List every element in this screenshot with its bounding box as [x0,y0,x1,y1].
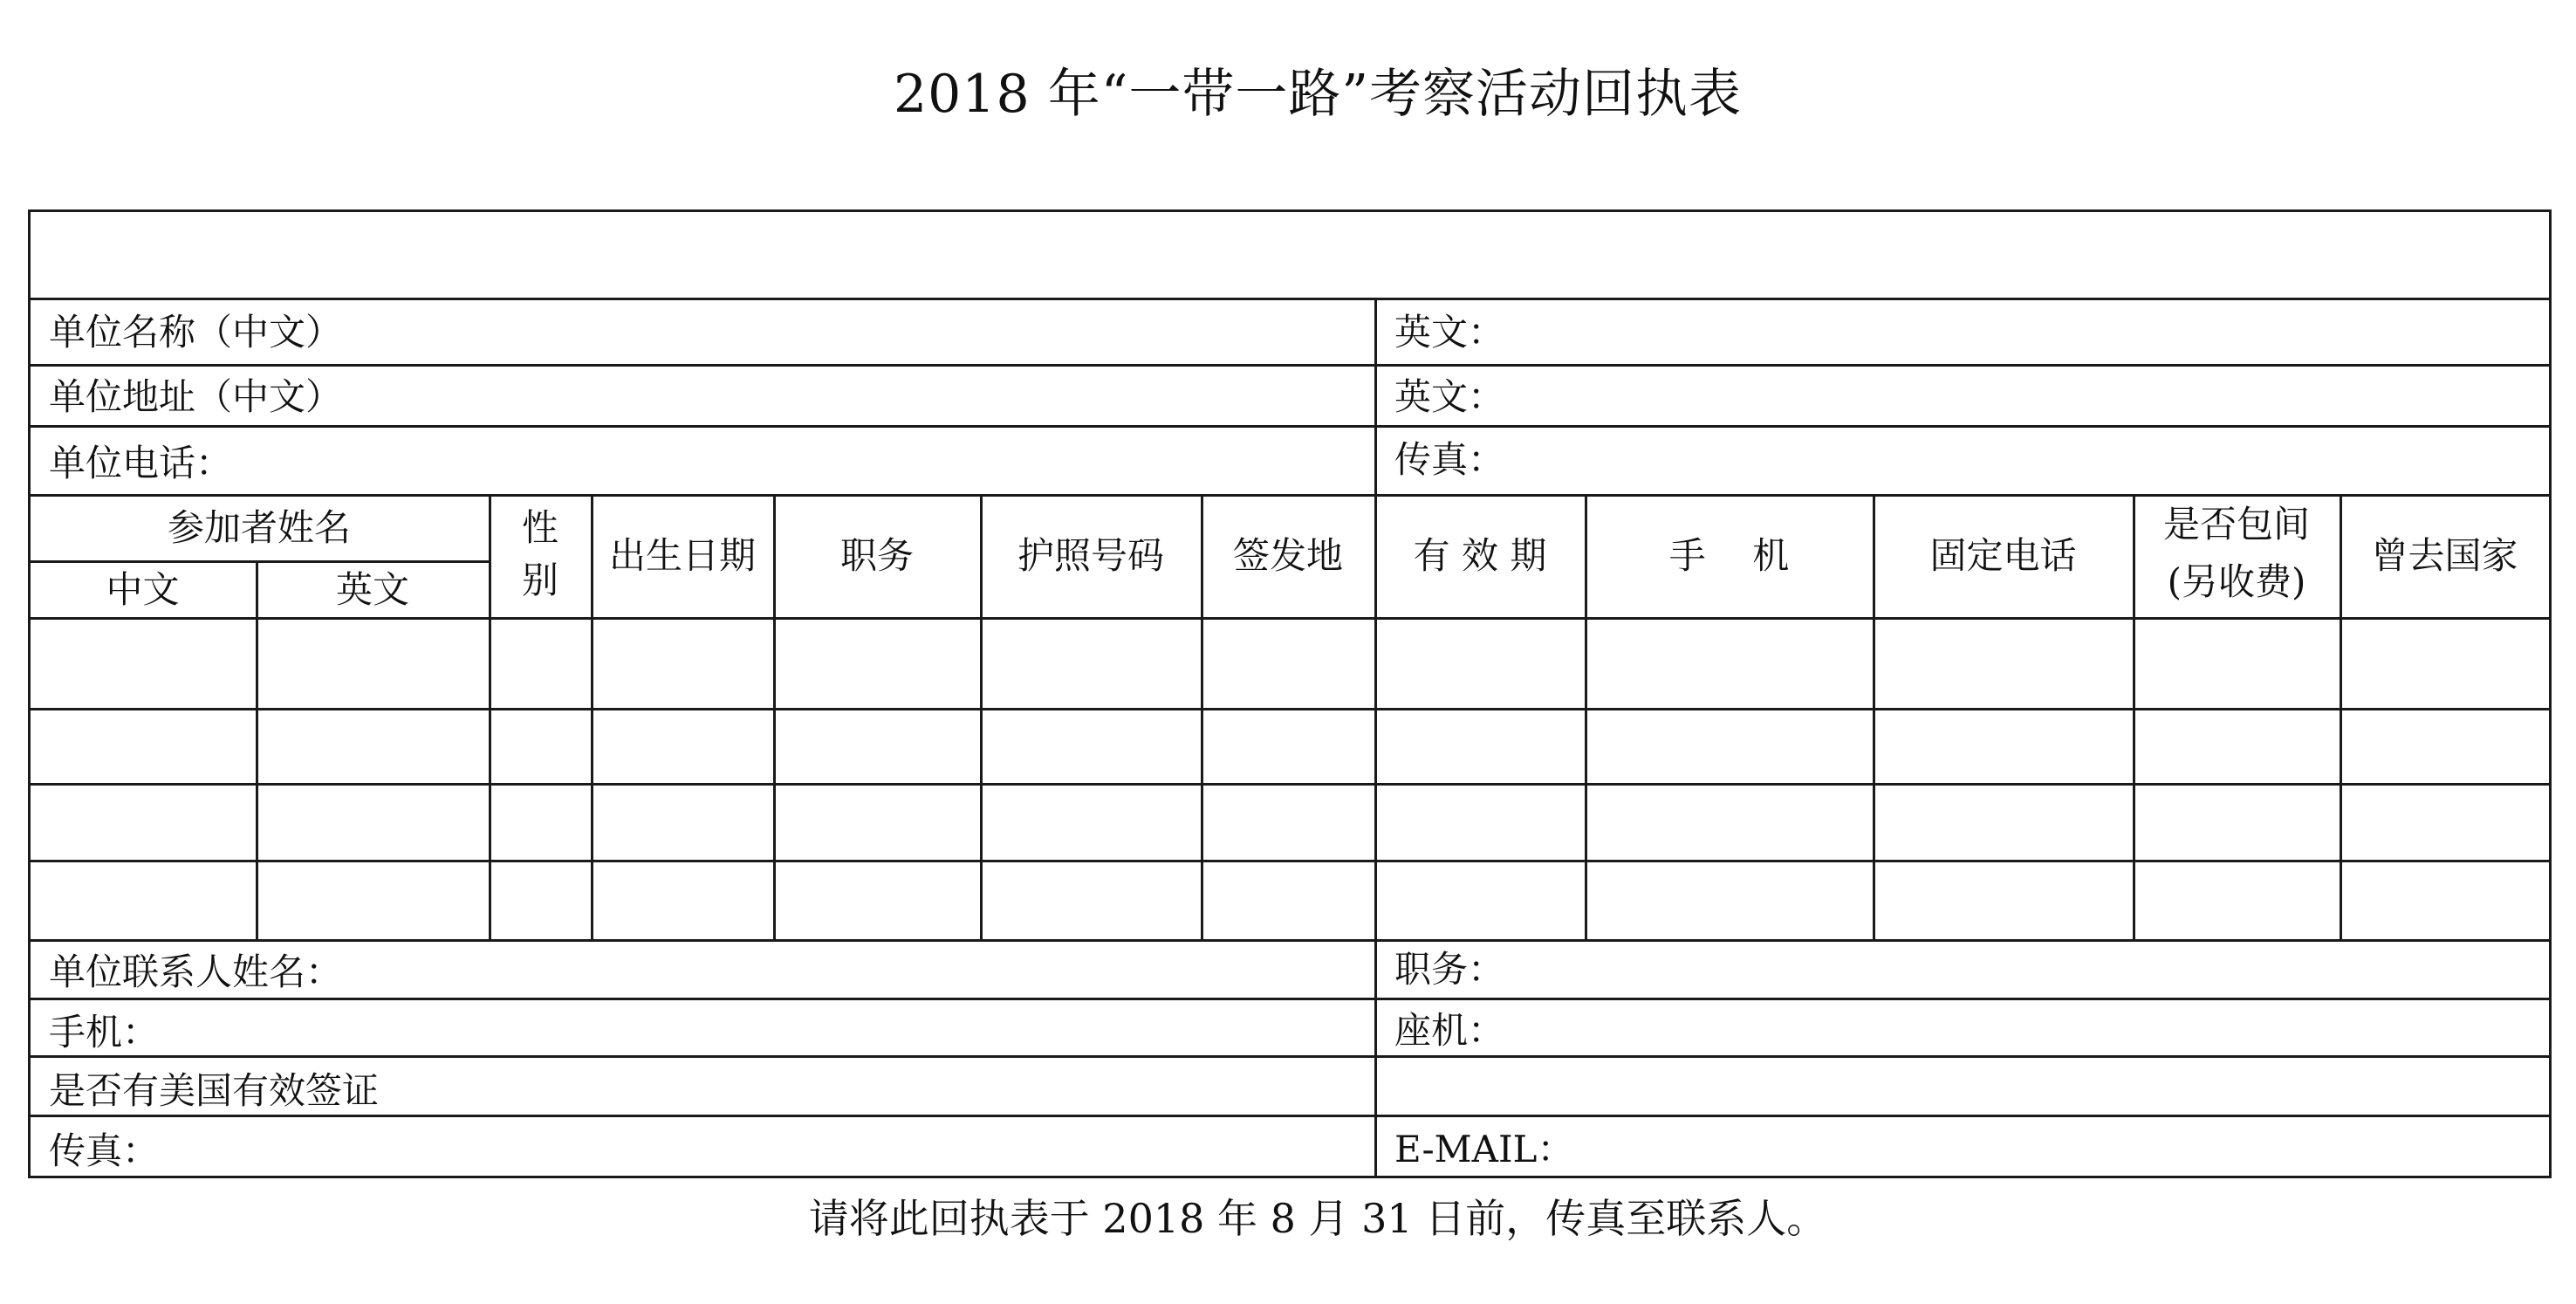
contact-mobile-label: 手机： [49,1011,160,1053]
org-name-cn-label: 单位名称（中文） [49,311,343,353]
column-divider [1374,939,1377,1178]
org-phone-label: 单位电话： [49,442,233,484]
issue-place-header: 签发地 [1232,534,1343,577]
row-divider [28,364,2552,367]
table-bottom-border [28,1176,2552,1178]
row-divider [28,1115,2552,1117]
org-address-en-label: 英文： [1394,375,1505,418]
row-divider [28,998,2552,1000]
table-row[interactable] [31,862,2549,939]
contact-position-label: 职务： [1394,948,1505,991]
gender-header: 性 别 [521,506,558,601]
table-right-border [2549,209,2552,1178]
participant-name-header: 参加者姓名 [167,506,351,549]
birth-date-header: 出生日期 [608,534,756,577]
table-top-border [28,209,2552,212]
table-row[interactable] [31,786,2549,860]
form-title: 2018 年“一带一路”考察活动回执表 [893,64,1743,125]
name-chinese-header: 中文 [106,568,180,611]
contact-name-label: 单位联系人姓名： [49,951,343,993]
table-row[interactable] [31,620,2549,708]
us-visa-label: 是否有美国有效签证 [49,1069,380,1112]
contact-fax-label: 传真： [49,1129,160,1172]
row-divider [28,1055,2552,1058]
table-row[interactable] [31,710,2549,783]
validity-header: 有 效 期 [1413,534,1547,577]
mobile-header: 手 机 [1668,534,1790,577]
contact-landline-label: 座机： [1394,1009,1505,1052]
org-name-en-label: 英文： [1394,311,1505,353]
row-divider [28,939,2552,942]
org-address-cn-label: 单位地址（中文） [49,375,343,418]
visited-countries-header: 曾去国家 [2371,534,2518,577]
org-fax-label: 传真： [1394,438,1505,481]
row-divider [28,425,2552,428]
landline-header: 固定电话 [1929,534,2077,577]
private-room-header: 是否包间 (另收费) [2162,503,2310,603]
passport-number-header: 护照号码 [1017,534,1164,577]
name-english-header: 英文 [335,568,409,611]
position-header: 职务 [839,534,914,577]
contact-email-label: E-MAIL： [1394,1128,1574,1170]
row-divider [28,298,2552,300]
footer-instruction: 请将此回执表于 2018 年 8 月 31 日前，传真至联系人。 [808,1195,1827,1242]
column-divider [1374,298,1377,494]
